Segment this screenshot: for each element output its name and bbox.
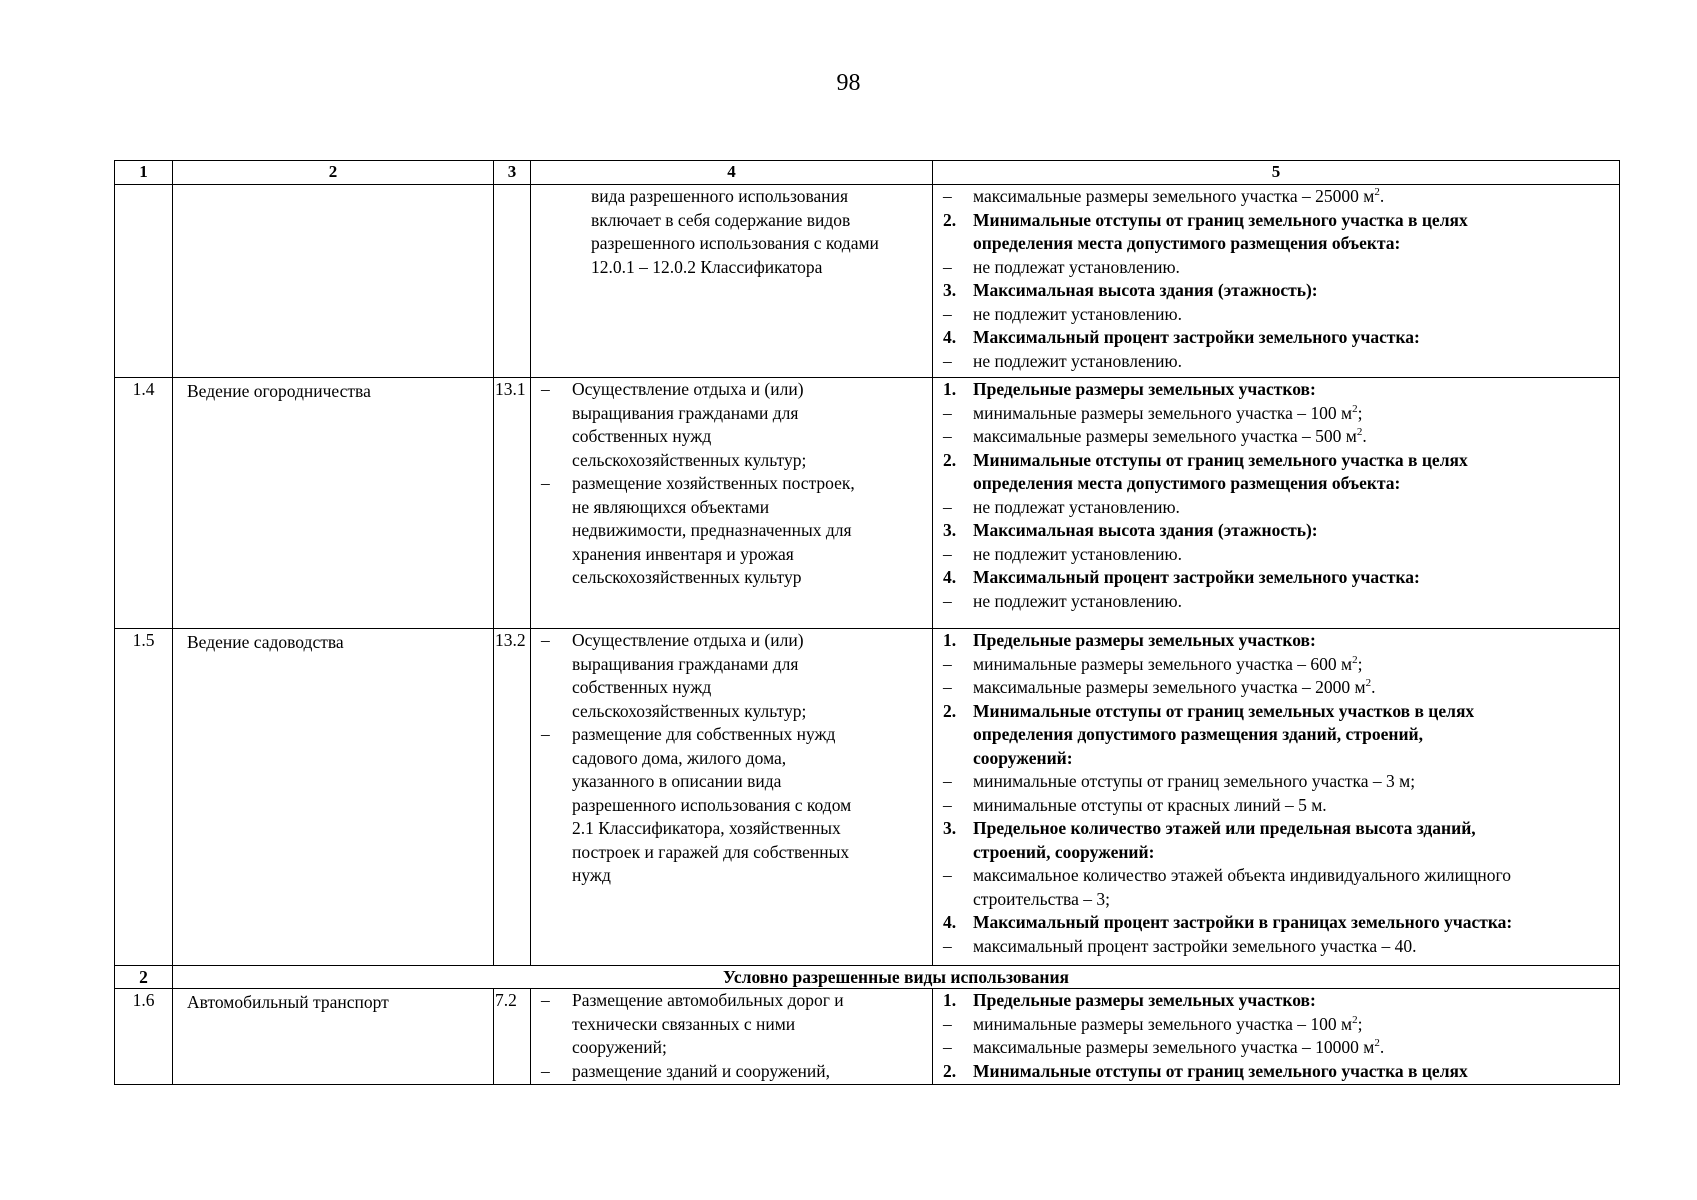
parameter-line [943,590,1613,614]
cell-name [173,185,494,378]
parameter-text: максимальные размеры земельного участка – 25000 м [973,186,1375,206]
parameter-line [943,794,1613,818]
dash-marker: – [541,1060,550,1081]
item-number: 2. [943,1060,957,1081]
description-line [541,770,928,794]
parameter-value [973,590,1182,614]
dash-marker: – [541,379,550,399]
dash-marker: – [943,935,952,956]
description-line [541,723,928,747]
parameter-text: минимальные отступы от красных линий – 5 м. [973,794,1327,815]
parameters-list [943,185,1613,373]
parameter-value [973,770,1415,794]
header-cell: 2 [173,161,494,185]
dash-marker [541,817,572,841]
cell-code: 7.2 [494,989,531,1085]
parameter-value [973,794,1327,818]
table-row [115,629,1620,966]
description-line [541,449,928,473]
parameter-line [943,817,1613,841]
dash-marker: – [541,724,550,744]
parameter-line [943,841,1613,865]
dash-marker [541,864,572,888]
dash-marker: – [943,426,952,446]
punctuation: . [1362,426,1367,446]
parameter-line [943,888,1613,912]
parameter-line [943,747,1613,771]
description-text: 2.1 Классификатора, хозяйственных [572,818,841,838]
parameter-heading: определения места допустимого размещения объекта: [973,473,1401,493]
parameter-heading: Минимальные отступы от границ земельного участка в целях [973,1060,1468,1081]
parameter-line [943,700,1613,724]
description-text: вида разрешенного использования [591,186,849,206]
description-text: недвижимости, предназначенных для [572,520,852,540]
description-text: технически связанных с ними [572,1013,796,1034]
parameter-value [973,185,1384,209]
dash-marker [541,449,572,473]
description-text: выращивания гражданами для [572,653,799,674]
parameter-value [973,425,1367,449]
description-line [541,841,928,865]
parameter-text: максимальные размеры земельного участка – 500 м [973,426,1357,446]
parameter-value [973,653,1362,677]
parameter-text: максимальное количество этажей объекта индивидуального жилищного [973,865,1512,885]
dash-marker: – [943,350,952,371]
superscript: 2 [1365,677,1372,690]
item-number: 4. [943,327,957,347]
description-text: садового дома, жилого дома, [572,747,787,768]
punctuation: ; [1357,402,1363,423]
superscript: 2 [1352,1013,1358,1026]
description-text: размещение зданий и сооружений, [572,1060,831,1081]
parameter-line [943,1036,1613,1060]
item-number: 1. [943,630,957,650]
description-line [541,543,928,567]
dash-marker: – [943,590,952,611]
parameter-line [943,496,1613,520]
description-text: Размещение автомобильных дорог и [572,990,844,1010]
section-number: 2 [115,966,173,989]
item-number: 2. [943,449,957,470]
parameter-value [973,496,1180,520]
description-line [541,629,928,653]
dash-marker [541,653,572,677]
description-text: Осуществление отдыха и (или) [572,379,804,399]
cell-parameters [933,185,1620,378]
parameter-value [973,864,1511,888]
cell-description [531,989,933,1085]
description-line [541,676,928,700]
parameter-line [943,425,1613,449]
parameter-text: не подлежит установлению. [973,303,1182,324]
parameters-list [943,989,1613,1083]
parameter-heading: определения места допустимого размещения объекта: [973,233,1401,253]
parameter-line [943,402,1613,426]
dash-marker [541,519,572,543]
cell-id: 1.4 [115,378,173,629]
parameter-heading: Предельное количество этажей или предельная высота зданий, [973,818,1476,838]
dash-marker: – [541,473,550,493]
indent [943,472,973,496]
description-text: разрешенного использования с кодом [572,794,852,815]
parameter-line [943,989,1613,1013]
dash-marker: – [943,543,952,564]
parameter-line [943,303,1613,327]
dash-marker [541,841,572,865]
dash-marker [541,676,572,700]
parameter-text: максимальный процент застройки земельного участка – 40. [973,935,1417,956]
parameter-line [943,566,1613,590]
description-text: сельскохозяйственных культур; [572,449,807,470]
dash-marker [541,566,572,590]
parameter-value [973,402,1362,426]
parameter-heading: Минимальные отступы от границ земельных участков в целях [973,700,1475,721]
parameter-line [943,519,1613,543]
cell-code [494,185,531,378]
parameter-text: минимальные размеры земельного участка – 100 м [973,1013,1353,1034]
dash-marker: – [541,990,550,1010]
page-number: 98 [836,70,861,96]
cell-name: Ведение огородничества [173,378,494,629]
header-cell: 5 [933,161,1620,185]
description-line [541,496,928,520]
indent [943,841,973,865]
parameter-value [973,1013,1362,1037]
description-line [541,700,928,724]
table-row [115,378,1620,629]
parameter-heading: Максимальный процент застройки в границах земельного участка: [973,912,1513,932]
superscript: 2 [1356,426,1363,439]
table-row [115,989,1620,1085]
description-list [541,185,928,279]
section-row [115,966,1620,989]
parameter-text: не подлежит установлению. [973,590,1182,611]
item-number: 2. [943,209,957,230]
parameter-text: не подлежат установлению. [973,256,1180,277]
dash-marker: – [943,771,952,791]
description-text: размещение хозяйственных построек, [572,473,855,493]
description-line [541,653,928,677]
cell-parameters [933,629,1620,966]
description-text: собственных нужд [572,677,712,697]
parameter-line [943,449,1613,473]
item-number: 3. [943,818,957,838]
parameters-list [943,378,1613,613]
parameter-text: не подлежат установлению. [973,496,1180,517]
regulations-table [114,160,1620,1085]
parameter-heading: Максимальная высота здания (этажность): [973,520,1318,540]
cell-code: 13.1 [494,378,531,629]
parameter-heading: Минимальные отступы от границ земельного участка в целях [973,449,1468,470]
parameter-line [943,279,1613,303]
dash-marker: – [943,496,952,517]
dash-marker: – [943,653,952,674]
parameter-text: минимальные отступы от границ земельного участка – 3 м; [973,771,1416,791]
description-text: нужд [572,865,611,885]
cell-name: Ведение садоводства [173,629,494,966]
description-line [541,864,928,888]
parameter-line [943,723,1613,747]
punctuation: . [1379,1037,1385,1057]
punctuation: ; [1357,1013,1363,1034]
parameter-line [943,256,1613,280]
item-number: 1. [943,990,957,1010]
parameter-value [973,303,1182,327]
description-line [541,1060,928,1084]
superscript: 2 [1352,402,1358,415]
section-title: Условно разрешенные виды использования [173,966,1620,989]
parameter-line [943,629,1613,653]
description-line [541,519,928,543]
parameter-heading: Предельные размеры земельных участков: [973,630,1316,650]
indent [943,723,973,747]
parameter-line [943,864,1613,888]
description-text: собственных нужд [572,426,712,446]
description-text: выращивания гражданами для [572,402,799,423]
description-text: сооружений; [572,1037,667,1057]
parameter-heading: Минимальные отступы от границ земельного участка в целях [973,209,1468,230]
parameter-heading: Предельные размеры земельных участков: [973,990,1316,1010]
dash-marker: – [943,794,952,815]
description-text: построек и гаражей для собственных [572,841,850,862]
dash-marker: – [943,402,952,423]
parameter-heading: Максимальный процент застройки земельного участка: [973,567,1420,587]
dash-marker: – [943,1037,952,1057]
item-number: 4. [943,912,957,932]
cell-code: 13.2 [494,629,531,966]
parameter-text: не подлежит установлению. [973,350,1182,371]
description-line [541,425,928,449]
dash-marker [541,1036,572,1060]
dash-marker: – [943,186,952,206]
parameter-line [943,185,1613,209]
parameter-line [943,232,1613,256]
description-line [541,794,928,818]
punctuation: . [1371,677,1376,697]
parameter-line [943,935,1613,959]
parameter-line [943,472,1613,496]
cell-description [531,378,933,629]
dash-marker [541,1013,572,1037]
parameter-text: максимальные размеры земельного участка – 2000 м [973,677,1366,697]
cell-parameters [933,378,1620,629]
table-row-continuation [115,185,1620,378]
cell-parameters [933,989,1620,1085]
dash-marker [541,402,572,426]
parameter-text: не подлежит установлению. [973,543,1182,564]
description-text: сельскохозяйственных культур; [572,700,807,721]
cell-name: Автомобильный транспорт [173,989,494,1085]
superscript: 2 [1374,186,1380,199]
description-line [541,817,928,841]
description-line [541,989,928,1013]
cell-id: 1.5 [115,629,173,966]
parameter-value [973,1036,1384,1060]
cell-description [531,185,933,378]
parameter-line [943,326,1613,350]
parameter-text: строительства – 3; [973,888,1110,909]
description-line [541,566,928,590]
item-number: 1. [943,379,957,399]
description-line [541,1036,928,1060]
description-list [541,989,928,1083]
dash-marker [541,794,572,818]
item-number: 2. [943,700,957,721]
superscript: 2 [1374,1037,1380,1050]
description-line [541,378,928,402]
description-list [541,378,928,590]
dash-marker: – [943,865,952,885]
parameter-text: минимальные размеры земельного участка – 600 м [973,653,1353,674]
parameter-value [973,256,1180,280]
punctuation: ; [1357,653,1363,674]
parameter-value [973,935,1417,959]
description-line [541,1013,928,1037]
parameter-heading: сооружений: [973,747,1073,768]
header-row [115,161,1620,185]
description-list [541,629,928,888]
parameter-text: минимальные размеры земельного участка – 100 м [973,402,1353,423]
parameter-line [943,911,1613,935]
item-number: 3. [943,280,957,300]
indent [943,747,973,771]
description-line [541,402,928,426]
dash-marker [541,700,572,724]
cell-id: 1.6 [115,989,173,1085]
dash-marker: – [943,303,952,324]
parameter-line [943,653,1613,677]
parameter-line [943,770,1613,794]
dash-marker [541,747,572,771]
dash-marker: – [943,1013,952,1034]
parameters-list [943,629,1613,958]
parameter-line [943,350,1613,374]
parameter-value [973,676,1375,700]
parameter-heading: Максимальный процент застройки земельного участка: [973,327,1420,347]
description-line [541,472,928,496]
dash-marker: – [541,630,550,650]
dash-marker [541,543,572,567]
description-text: 12.0.1 – 12.0.2 Классификатора [591,256,823,277]
cell-description [531,629,933,966]
description-text: сельскохозяйственных культур [572,567,802,587]
description-text: хранения инвентаря и урожая [572,543,794,564]
parameter-line [943,1013,1613,1037]
parameter-text: максимальные размеры земельного участка – 10000 м [973,1037,1375,1057]
description-text: размещение для собственных нужд [572,724,836,744]
description-text: разрешенного использования с кодами [591,233,879,253]
header-cell: 1 [115,161,173,185]
description-text: не являющихся объектами [572,496,770,517]
parameter-heading: Предельные размеры земельных участков: [973,379,1316,399]
parameter-line [943,378,1613,402]
parameter-value [973,543,1182,567]
punctuation: . [1379,186,1385,206]
dash-marker: – [943,256,952,277]
item-number: 4. [943,567,957,587]
dash-marker: – [943,677,952,697]
dash-marker [541,425,572,449]
description-line [541,747,928,771]
parameter-value [973,350,1182,374]
parameter-line [943,209,1613,233]
parameter-line [943,543,1613,567]
parameter-heading: определения допустимого размещения зданий, строений, [973,724,1424,744]
indent [943,888,973,912]
parameter-heading: строений, сооружений: [973,841,1155,862]
description-text: Осуществление отдыха и (или) [572,630,804,650]
description-text: включает в себя содержание видов [591,209,851,230]
indent [943,232,973,256]
parameter-heading: Максимальная высота здания (этажность): [973,280,1318,300]
header-cell: 4 [531,161,933,185]
superscript: 2 [1352,653,1358,666]
cell-id [115,185,173,378]
parameter-line [943,676,1613,700]
dash-marker [541,770,572,794]
header-cell: 3 [494,161,531,185]
item-number: 3. [943,520,957,540]
dash-marker [541,496,572,520]
description-text: указанного в описании вида [572,771,782,791]
parameter-line [943,1060,1613,1084]
